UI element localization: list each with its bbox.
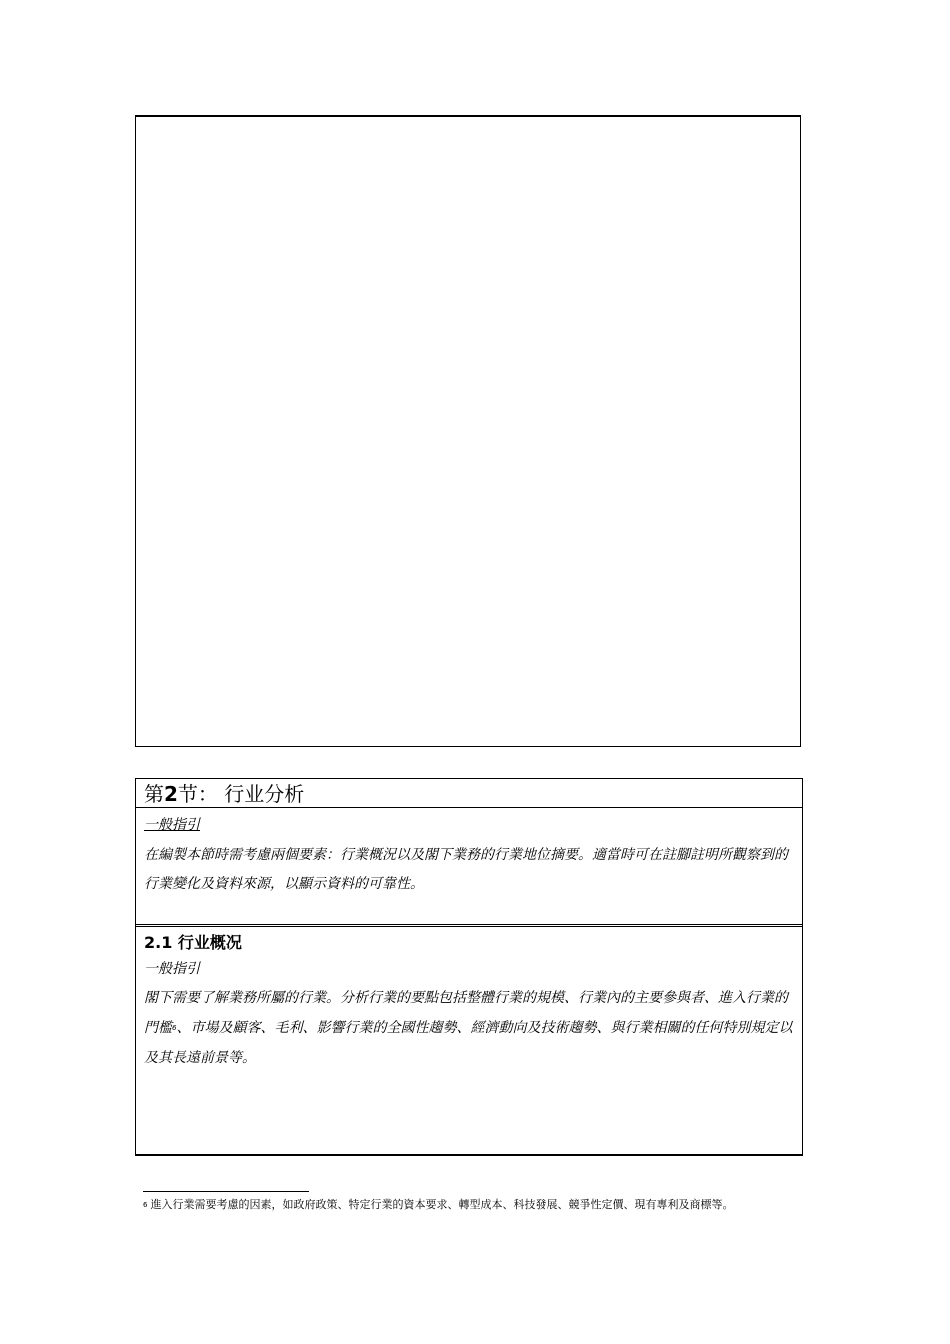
table-bottom-rule [135,1154,803,1155]
section-title-suffix: 节： [177,782,218,806]
section-guide-text: 在編製本節時需考慮兩個要素：行業概況以及閣下業務的行業地位摘要。適當時可在註腳註明所觀察到的行業變化及資料來源，以顯示資料的可靠性。 [144,847,788,892]
footnote-marker: 6 [143,1201,148,1209]
footnote [143,1197,805,1213]
section-title-number: 2 [164,782,178,806]
section-title-name: 行业分析 [224,782,305,806]
subsection-industry-overview [136,924,802,1155]
section-guide-label: 一般指引 [144,817,200,833]
footnote-reference[interactable]: 6 [172,1024,177,1032]
footnote-text: 進入行業需要考慮的因素，如政府政策、特定行業的資本要求、轉型成本、科技發展、競爭性定價、現有專利及商標等。 [150,1198,734,1211]
subsection-guide-text-after: 、市場及顧客、毛利、影響行業的全國性趨勢、經濟動向及技術趨勢、與行業相關的任何特別規定以及其長遠前景等。 [144,1020,793,1066]
subsection-guide-text-before: 閣下需要了解業務所屬的行業。分析行業的要點包括整體行業的規模、行業內的主要參與者、進入行業的門檻 [144,990,788,1036]
footnote-separator [143,1191,309,1192]
section-table [135,778,803,1156]
section-guide [136,807,802,924]
blank-content-box [135,115,801,747]
section-title [136,779,802,807]
subsection-guide-text [144,983,794,1073]
subsection-guide-label: 一般指引 [144,961,200,977]
section-title-prefix: 第 [144,782,164,806]
subsection-heading: 2.1 行业概况 [144,933,242,952]
